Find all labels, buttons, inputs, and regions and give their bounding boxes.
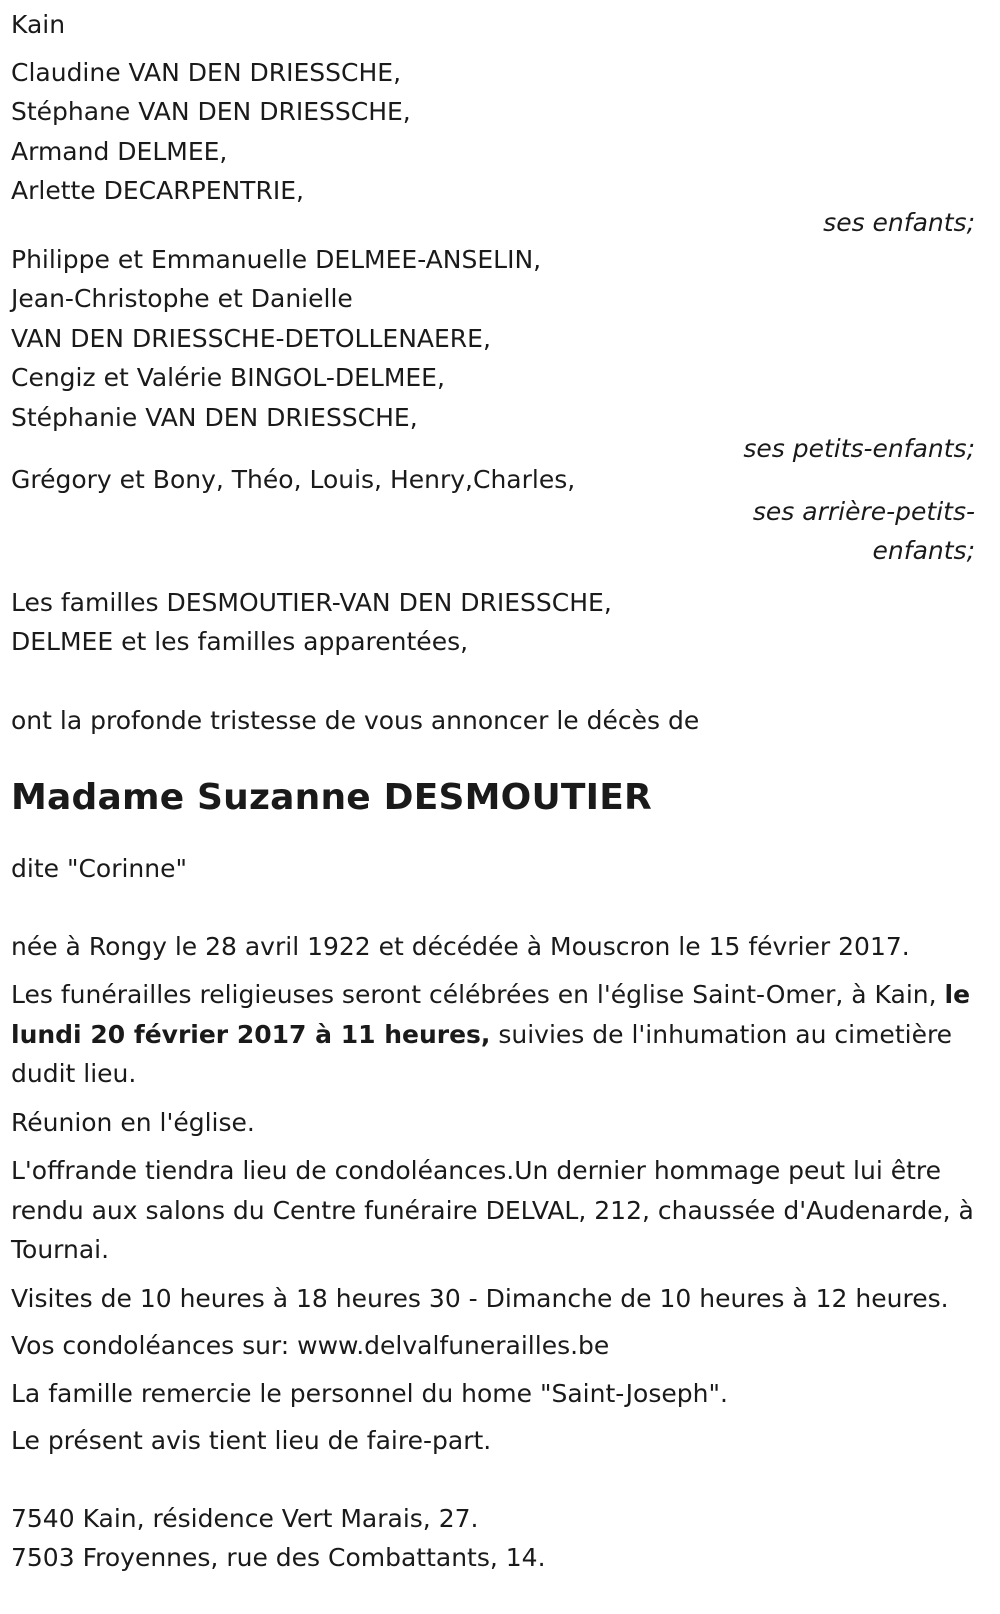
child-name: Arlette DECARPENTRIE,: [11, 176, 304, 205]
address-line: 7503 Froyennes, rue des Combattants, 14.: [11, 1543, 546, 1572]
grandchild-name: Stéphanie VAN DEN DRIESSCHE,: [11, 402, 418, 432]
grandchild-name: Philippe et Emmanuelle DELMEE-ANSELIN,: [11, 244, 542, 274]
grandchild-name: Cengiz et Valérie BINGOL-DELMEE,: [11, 363, 445, 392]
meeting-text: Réunion en l'église.: [11, 1107, 255, 1137]
birth-death-dates: née à Rongy le 28 avril 1922 et décédée à Mouscron le 15 février 2017.: [11, 931, 910, 961]
deceased-name: Madame Suzanne DESMOUTIER: [11, 777, 652, 818]
thanks-text: La famille remercie le personnel du home "Saint-Joseph".: [11, 1378, 728, 1408]
funeral-intro: Les funérailles religieuses seront célébrées en l'église Saint-Omer, à Kain,: [11, 980, 937, 1009]
offering-text: L'offrande tiendra lieu de condoléances.Un dernier hommage peut lui être rendu aux salons du Centre funéraire DELVAL, 212, chaussée d'Audenarde, à Tournai.: [11, 1156, 974, 1264]
addresses-block: [11, 1499, 989, 1578]
great-grandchildren-label: ses arrière-petits-: [752, 496, 975, 526]
children-label: ses enfants;: [823, 207, 975, 237]
funeral-details: [11, 975, 989, 1094]
funeral-date: le lundi 20 février 2017 à 11 heures,: [11, 980, 971, 1049]
town-header: Kain: [11, 10, 66, 39]
address-line: 7540 Kain, résidence Vert Marais, 27.: [11, 1503, 479, 1533]
deceased-nickname: dite "Corinne": [11, 854, 187, 883]
family-line: DELMEE et les familles apparentées,: [11, 627, 469, 656]
funeral-rest: suivies de l'inhumation au cimetière dudit lieu.: [11, 1019, 953, 1088]
notice-text: Le présent avis tient lieu de faire-part.: [11, 1426, 492, 1455]
grandchildren-block: [11, 240, 989, 469]
grandchild-name: Jean-Christophe et Danielle: [11, 284, 353, 313]
great-grandchildren-block: [11, 460, 989, 570]
child-name: Claudine VAN DEN DRIESSCHE,: [11, 57, 402, 87]
condolences-text: Vos condoléances sur: www.delvalfunerailles.be: [11, 1331, 610, 1360]
child-name: Armand DELMEE,: [11, 136, 228, 166]
child-name: Stéphane VAN DEN DRIESSCHE,: [11, 97, 411, 126]
announcement-text: ont la profonde tristesse de vous annoncer le décès de: [11, 705, 700, 735]
visits-text: Visites de 10 heures à 18 heures 30 - Dimanche de 10 heures à 12 heures.: [11, 1283, 949, 1313]
children-block: [11, 53, 989, 242]
great-grandchildren-label-cont: enfants;: [872, 535, 975, 565]
grandchild-name: VAN DEN DRIESSCHE-DETOLLENAERE,: [11, 323, 491, 353]
grandchildren-label: ses petits-enfants;: [743, 434, 975, 463]
family-line: Les familles DESMOUTIER-VAN DEN DRIESSCHE,: [11, 587, 612, 617]
great-grandchild-names: Grégory et Bony, Théo, Louis, Henry,Charles,: [11, 465, 576, 494]
obituary-notice: [11, 0, 989, 1578]
families-block: [11, 583, 989, 662]
